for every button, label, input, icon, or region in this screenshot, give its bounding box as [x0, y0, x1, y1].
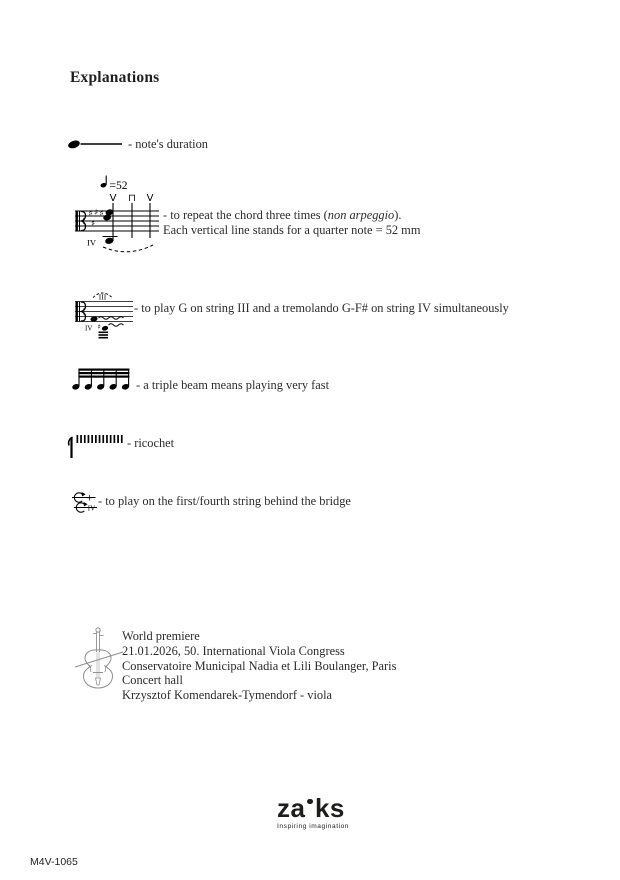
- behind-bridge-label: - to play on the first/fourth string behind the bridge: [98, 494, 351, 508]
- string-iv-label: IV: [85, 324, 93, 333]
- up-bow-icon: V: [146, 193, 154, 204]
- chord-repeat-line2: Each vertical line stands for a quarter note = 52 mm: [163, 223, 421, 238]
- tempo-value: =52: [109, 180, 128, 192]
- tremolando-label: - to play G on string III and a tremolando G-F# on string IV simultaneously: [134, 301, 509, 315]
- chord-repeat-label: [163, 208, 420, 238]
- zaiks-wordmark: [277, 795, 349, 821]
- tremolando-wave: [109, 324, 124, 327]
- premiere-line: 21.01.2026, 50. International Viola Congress: [122, 643, 345, 658]
- note-head-icon: [67, 139, 81, 150]
- chord-repeat-line1: [163, 208, 420, 223]
- logo-text-ks: ks: [314, 793, 345, 823]
- label-part: - to repeat the chord three times (: [163, 208, 328, 222]
- down-bow-icon: ⊓: [128, 193, 136, 204]
- behind-bridge-symbol: [70, 489, 100, 516]
- ricochet-symbol: [66, 431, 126, 460]
- sharp-icon: ♯: [88, 209, 93, 219]
- chord-noteheads: [103, 208, 115, 221]
- page-title: Explanations: [70, 69, 160, 86]
- sharp-icon: ♯: [94, 208, 99, 218]
- logo-tagline: Inspiring imagination: [277, 823, 350, 830]
- string-iv-label: IV: [87, 504, 96, 513]
- premiere-line: Conservatoire Municipal Nadia et Lili Boulanger, Paris: [122, 658, 397, 673]
- duration-label: - note's duration: [128, 137, 209, 151]
- quarter-note-icon: [100, 176, 107, 189]
- string-iv-label: IV: [87, 237, 96, 248]
- dashed-slur: [103, 245, 153, 252]
- viola-icon: [74, 623, 124, 693]
- catalog-number: M4V-1065: [30, 856, 78, 868]
- triple-beam-label: - a triple beam means playing very fast: [136, 378, 330, 392]
- tremolando-symbol: [74, 288, 138, 341]
- repeat-strokes: [113, 203, 150, 241]
- logo-text-za: za: [277, 793, 306, 823]
- premiere-info: [122, 629, 396, 703]
- noteheads: [72, 383, 130, 390]
- sharp-icon: ♯: [91, 219, 96, 229]
- tremolo-beams: [99, 332, 109, 339]
- sharp-icon: ♯: [99, 209, 104, 219]
- up-bow-icon: V: [109, 193, 117, 204]
- premiere-line: Concert hall: [122, 673, 183, 688]
- triple-beam-symbol: [71, 366, 131, 394]
- note-duration-symbol: [67, 139, 125, 150]
- zaiks-logo: [277, 795, 349, 831]
- label-part: ).: [394, 208, 402, 222]
- premiere-line: Krzysztof Komendarek-Tymendorf - viola: [122, 688, 333, 703]
- label-italic: non arpeggio: [327, 208, 395, 222]
- ricochet-label: - ricochet: [127, 436, 175, 450]
- ricochet-strokes: [77, 435, 123, 443]
- logo-dot-icon: [307, 799, 313, 805]
- low-notehead-icon: [101, 325, 108, 331]
- plus-icon: +: [85, 493, 94, 504]
- string-iii-label: III: [98, 292, 107, 302]
- sharp-icon: ♯: [97, 323, 101, 331]
- tremolando-wave: [99, 317, 124, 320]
- chord-repeat-symbol: [73, 172, 165, 258]
- premiere-line: World premiere: [122, 629, 200, 643]
